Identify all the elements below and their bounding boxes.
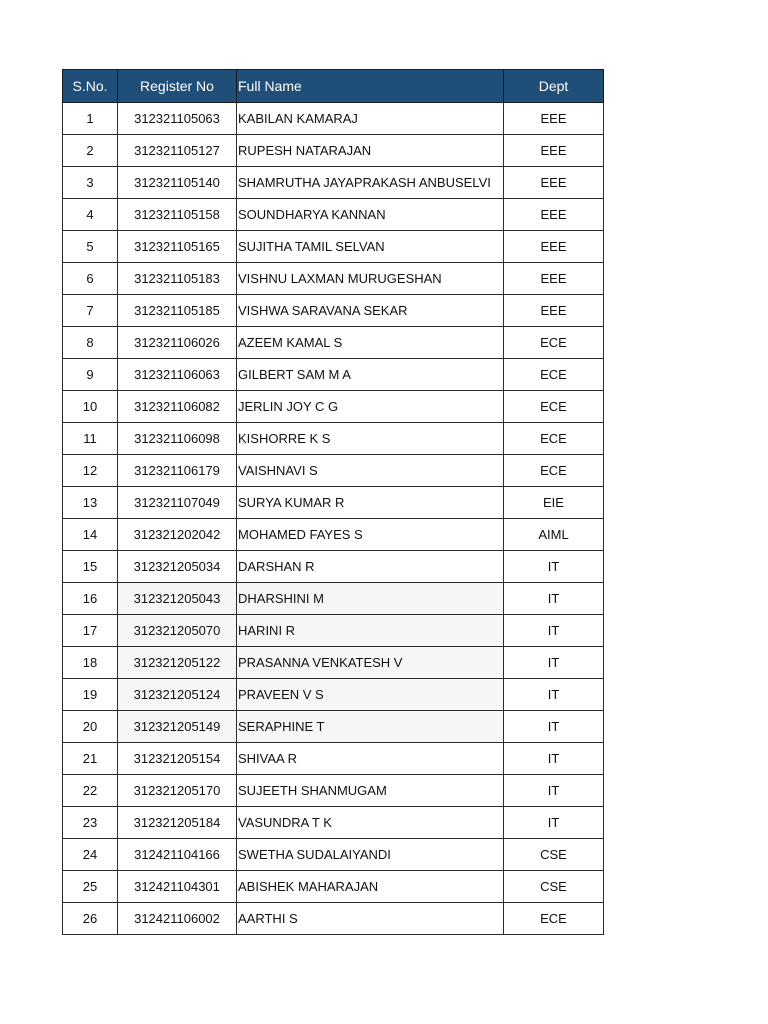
cell-dept: ECE <box>504 423 604 455</box>
table-row <box>63 647 604 679</box>
cell-dept: ECE <box>504 391 604 423</box>
cell-full-name: HARINI R <box>237 615 504 647</box>
table-row <box>63 871 604 903</box>
cell-dept: IT <box>504 775 604 807</box>
cell-full-name: VISHNU LAXMAN MURUGESHAN <box>237 263 504 295</box>
cell-full-name: MOHAMED FAYES S <box>237 519 504 551</box>
cell-dept: ECE <box>504 327 604 359</box>
cell-full-name: SERAPHINE T <box>237 711 504 743</box>
cell-register-no: 312321106179 <box>118 455 237 487</box>
cell-register-no: 312321205070 <box>118 615 237 647</box>
cell-full-name: SHIVAA R <box>237 743 504 775</box>
cell-full-name: ABISHEK MAHARAJAN <box>237 871 504 903</box>
cell-register-no: 312321105185 <box>118 295 237 327</box>
cell-full-name: VAISHNAVI S <box>237 455 504 487</box>
table-row <box>63 807 604 839</box>
cell-register-no: 312321105158 <box>118 199 237 231</box>
cell-sno: 1 <box>63 103 118 135</box>
cell-sno: 5 <box>63 231 118 263</box>
cell-dept: IT <box>504 551 604 583</box>
cell-full-name: SWETHA SUDALAIYANDI <box>237 839 504 871</box>
cell-sno: 14 <box>63 519 118 551</box>
cell-register-no: 312321105127 <box>118 135 237 167</box>
cell-register-no: 312321205154 <box>118 743 237 775</box>
table-row <box>63 551 604 583</box>
cell-sno: 16 <box>63 583 118 615</box>
cell-full-name: SUJITHA TAMIL SELVAN <box>237 231 504 263</box>
cell-sno: 18 <box>63 647 118 679</box>
table-row <box>63 839 604 871</box>
cell-sno: 7 <box>63 295 118 327</box>
cell-register-no: 312321202042 <box>118 519 237 551</box>
cell-full-name: SURYA KUMAR R <box>237 487 504 519</box>
table-row <box>63 455 604 487</box>
cell-sno: 21 <box>63 743 118 775</box>
cell-dept: EEE <box>504 231 604 263</box>
cell-sno: 4 <box>63 199 118 231</box>
cell-dept: ECE <box>504 455 604 487</box>
cell-register-no: 312321105063 <box>118 103 237 135</box>
cell-dept: AIML <box>504 519 604 551</box>
cell-sno: 25 <box>63 871 118 903</box>
cell-register-no: 312321205043 <box>118 583 237 615</box>
cell-dept: EEE <box>504 103 604 135</box>
table-row <box>63 487 604 519</box>
header-dept: Dept <box>504 70 604 103</box>
cell-dept: EEE <box>504 135 604 167</box>
cell-register-no: 312421104166 <box>118 839 237 871</box>
cell-sno: 8 <box>63 327 118 359</box>
cell-register-no: 312421106002 <box>118 903 237 935</box>
header-sno: S.No. <box>63 70 118 103</box>
table-row <box>63 295 604 327</box>
cell-dept: IT <box>504 711 604 743</box>
cell-dept: EIE <box>504 487 604 519</box>
cell-full-name: RUPESH NATARAJAN <box>237 135 504 167</box>
cell-dept: EEE <box>504 167 604 199</box>
table-row <box>63 583 604 615</box>
cell-dept: IT <box>504 647 604 679</box>
table-body <box>63 103 604 935</box>
table-row <box>63 135 604 167</box>
table-row <box>63 199 604 231</box>
cell-full-name: JERLIN JOY C G <box>237 391 504 423</box>
cell-sno: 24 <box>63 839 118 871</box>
cell-sno: 9 <box>63 359 118 391</box>
header-row <box>63 70 604 103</box>
cell-register-no: 312321205184 <box>118 807 237 839</box>
cell-full-name: VASUNDRA T K <box>237 807 504 839</box>
table-row <box>63 263 604 295</box>
cell-dept: IT <box>504 743 604 775</box>
cell-full-name: VISHWA SARAVANA SEKAR <box>237 295 504 327</box>
cell-full-name: PRASANNA VENKATESH V <box>237 647 504 679</box>
cell-full-name: SOUNDHARYA KANNAN <box>237 199 504 231</box>
table-row <box>63 903 604 935</box>
cell-sno: 26 <box>63 903 118 935</box>
cell-sno: 23 <box>63 807 118 839</box>
cell-full-name: AARTHI S <box>237 903 504 935</box>
cell-dept: IT <box>504 807 604 839</box>
cell-dept: EEE <box>504 199 604 231</box>
cell-dept: EEE <box>504 295 604 327</box>
cell-register-no: 312321205170 <box>118 775 237 807</box>
cell-full-name: KABILAN KAMARAJ <box>237 103 504 135</box>
table-row <box>63 391 604 423</box>
cell-register-no: 312321106082 <box>118 391 237 423</box>
table-row <box>63 775 604 807</box>
cell-sno: 13 <box>63 487 118 519</box>
table-header <box>63 70 604 103</box>
table-row <box>63 327 604 359</box>
cell-register-no: 312321105140 <box>118 167 237 199</box>
cell-dept: ECE <box>504 359 604 391</box>
cell-register-no: 312321106026 <box>118 327 237 359</box>
cell-dept: IT <box>504 615 604 647</box>
cell-sno: 15 <box>63 551 118 583</box>
cell-register-no: 312321205034 <box>118 551 237 583</box>
cell-full-name: GILBERT SAM M A <box>237 359 504 391</box>
cell-register-no: 312321106063 <box>118 359 237 391</box>
cell-dept: IT <box>504 679 604 711</box>
table-row <box>63 711 604 743</box>
cell-register-no: 312321205124 <box>118 679 237 711</box>
table-row <box>63 231 604 263</box>
cell-dept: IT <box>504 583 604 615</box>
cell-register-no: 312321105183 <box>118 263 237 295</box>
cell-dept: ECE <box>504 903 604 935</box>
header-full-name: Full Name <box>237 70 504 103</box>
header-register-no: Register No <box>118 70 237 103</box>
cell-sno: 2 <box>63 135 118 167</box>
table-row <box>63 615 604 647</box>
cell-sno: 19 <box>63 679 118 711</box>
table-row <box>63 743 604 775</box>
cell-full-name: DHARSHINI M <box>237 583 504 615</box>
cell-full-name: AZEEM KAMAL S <box>237 327 504 359</box>
cell-sno: 6 <box>63 263 118 295</box>
cell-register-no: 312321205122 <box>118 647 237 679</box>
cell-sno: 22 <box>63 775 118 807</box>
cell-sno: 20 <box>63 711 118 743</box>
cell-register-no: 312321105165 <box>118 231 237 263</box>
cell-full-name: SHAMRUTHA JAYAPRAKASH ANBUSELVI <box>237 167 504 199</box>
table-row <box>63 167 604 199</box>
cell-sno: 3 <box>63 167 118 199</box>
cell-dept: CSE <box>504 839 604 871</box>
cell-full-name: KISHORRE K S <box>237 423 504 455</box>
cell-register-no: 312421104301 <box>118 871 237 903</box>
table-row <box>63 679 604 711</box>
cell-sno: 17 <box>63 615 118 647</box>
cell-full-name: SUJEETH SHANMUGAM <box>237 775 504 807</box>
table-row <box>63 423 604 455</box>
cell-sno: 10 <box>63 391 118 423</box>
cell-sno: 11 <box>63 423 118 455</box>
cell-register-no: 312321106098 <box>118 423 237 455</box>
cell-dept: EEE <box>504 263 604 295</box>
cell-register-no: 312321107049 <box>118 487 237 519</box>
cell-register-no: 312321205149 <box>118 711 237 743</box>
table-row <box>63 359 604 391</box>
cell-full-name: DARSHAN R <box>237 551 504 583</box>
table-row <box>63 103 604 135</box>
student-roster-table <box>62 69 604 935</box>
cell-sno: 12 <box>63 455 118 487</box>
cell-dept: CSE <box>504 871 604 903</box>
table-row <box>63 519 604 551</box>
cell-full-name: PRAVEEN V S <box>237 679 504 711</box>
